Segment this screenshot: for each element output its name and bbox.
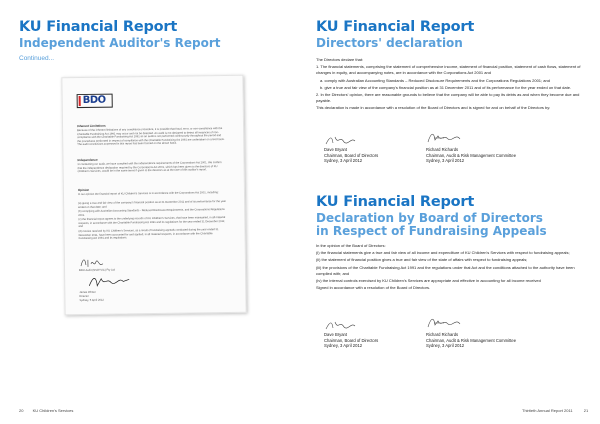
declaration-1b: b. give a true and fair view of the company's financial position as at 31 December 2011 and of its performance for the year ended on that date. xyxy=(320,84,572,90)
director-signature xyxy=(87,273,147,290)
page-number: 20 xyxy=(19,408,24,413)
fundraising-declaration xyxy=(316,243,584,292)
signed-text: Signed in accordance with a resolution of the Board of Directors. xyxy=(316,285,431,291)
page-number: 21 xyxy=(583,408,589,413)
signature-bryant xyxy=(324,318,374,332)
declaration-1: 1. The financial statements, comprising the statement of comprehensive income, statement of financial position, statement of cash flows, statement of changes in equity, and accompanying notes, are in accordance with the Corporations Act 2001 and xyxy=(316,64,581,76)
page-title: KU Financial Report xyxy=(19,19,178,35)
signature-richards xyxy=(426,315,476,331)
opinion-intro: In the opinion of the Board of Directors: xyxy=(316,243,386,248)
signatory-richards: Richard Richards Chairman, Audit & Risk Management Committee Sydney, 3 April 2012 xyxy=(426,332,517,349)
bdo-logo: BDO xyxy=(77,94,113,109)
signature-richards xyxy=(426,130,476,146)
scan-role: Director xyxy=(79,294,89,299)
scan-heading-opinion: Opinion xyxy=(77,187,90,193)
directors-declaration xyxy=(316,57,584,113)
opinion-item: (ii) the statement of financial position gives a true and fair view of the state of affairs with respect to fundraising appeals; xyxy=(316,257,528,263)
opinion-item: (iii) the provisions of the Charitable Fundraising Act 1991 and the regulations under that Act and the conditions attached to the authority have been complied with; and xyxy=(316,264,575,276)
scan-date: Sydney, 5 April 2012 xyxy=(79,298,104,303)
page-title: KU Financial Report xyxy=(316,19,475,35)
scan-item: (a) giving a true and fair view of the company's financial position as at 31 December 2011 and of its performance for the year ended on that date; and xyxy=(78,199,227,209)
continued-label: Continued... xyxy=(19,55,55,62)
footer-left xyxy=(19,408,73,413)
footer-text: Thirtieth Annual Report 2011 xyxy=(522,408,573,413)
signatory-bryant: Dave Bryant Chairman, Board of Directors Sydney, 3 April 2012 xyxy=(324,332,379,349)
scan-item: (b) complying with Australian Accounting Standards - Reduced Disclosure Requirements, and the Corporations Regulations 2001. xyxy=(78,208,225,217)
signatory-bryant: Dave Bryant Chairman, Board of Directors Sydney, 3 April 2012 xyxy=(324,147,379,164)
footer-text: KU Children's Services xyxy=(32,408,74,413)
signature-bryant xyxy=(324,133,374,147)
section-title: Declaration by Board of Directors xyxy=(316,211,543,225)
section-title: in Respect of Fundraising Appeals xyxy=(316,224,547,238)
opinion-item: (i) the financial statements give a true and fair view of all income and expenditure of KU Children's Services with respect to fundraising appeals; xyxy=(316,250,570,256)
scan-item: (c) the financial report agrees to the underlying records of KU Children's Services, that have been maintained, in all material respects, in accordance with the Charitable Fundraising Act 1991 and its regulations for the year ended 31 December 2011; and xyxy=(78,216,226,229)
scan-heading-inherent: Inherent Limitations xyxy=(77,123,106,129)
scan-heading-independence: Independence xyxy=(77,157,98,163)
signatory-richards: Richard Richards Chairman, Audit & Risk Management Committee Sydney, 3 April 2012 xyxy=(426,147,517,164)
intro-text: The Directors declare that: xyxy=(316,57,364,62)
auditor-report-scan xyxy=(61,75,246,316)
section-title: Independent Auditor's Report xyxy=(19,36,221,50)
opinion-item: (iv) the internal controls exercised by KU Children's Services are appropriate and effective in accounting for all income received xyxy=(316,278,541,284)
scan-signer: James Winter xyxy=(79,290,96,295)
scan-paragraph: Because of the inherent limitations of any compliance procedure, it is possible that fraud, error, or non-compliance with the Charitable Fundraising Act 1991 may occur and not be detected. An audit is not designed to detect all instances of non-compliance with the Charitable Fundraising Act 1991 as an audit is not performed continuously throughout the period and the procedures performed in respect of compliance with the Charitable Fundraising Act 1991 are undertaken on a test basis. The audit conclusions expressed in this report has been formed on the above basis. xyxy=(77,127,225,147)
scan-paragraph: In our opinion the financial report of KU Children's Services is in accordance with the Corporations Act 2001, including: xyxy=(77,191,219,197)
declaration-1a: a. comply with Australian Accounting Standards – Reduced Disclosure Requirements and the Corporations Regulations 2001; and xyxy=(320,77,550,83)
scan-item: (d) monies received by KU Children's Services, as a result of fundraising appeals conducted during the year ended 31 December 2011, have been accounted for and applied, in all material respects, in accordance with the Charitable Fundraising Act 1991 and its regulations. xyxy=(78,228,219,241)
right-page xyxy=(300,0,600,424)
declaration-2: 2. In the Directors' opinion, there are reasonable grounds to believe that the company will be able to pay its debts as and when they become due and payable. xyxy=(316,92,580,104)
section-title: Directors' declaration xyxy=(316,36,463,50)
footer-right xyxy=(522,408,588,413)
scan-firm: BDO Audit (NSW-VIC) Pty Ltd xyxy=(79,268,115,273)
scan-paragraph: In conducting our audit, we have complied with the independence requirements of the Corporations Act 2001. We confirm that the independence declaration required by the Corporations Act 2001, which has been given to the directors of KU Children's Services, would be in the same terms if given to the directors as at the time of this auditor's report. xyxy=(77,161,222,174)
page-title: KU Financial Report xyxy=(316,194,475,210)
resolution-text: This declaration is made in accordance with a resolution of the Board of Directors and is signed for and on behalf of the Directors by: xyxy=(316,105,551,111)
